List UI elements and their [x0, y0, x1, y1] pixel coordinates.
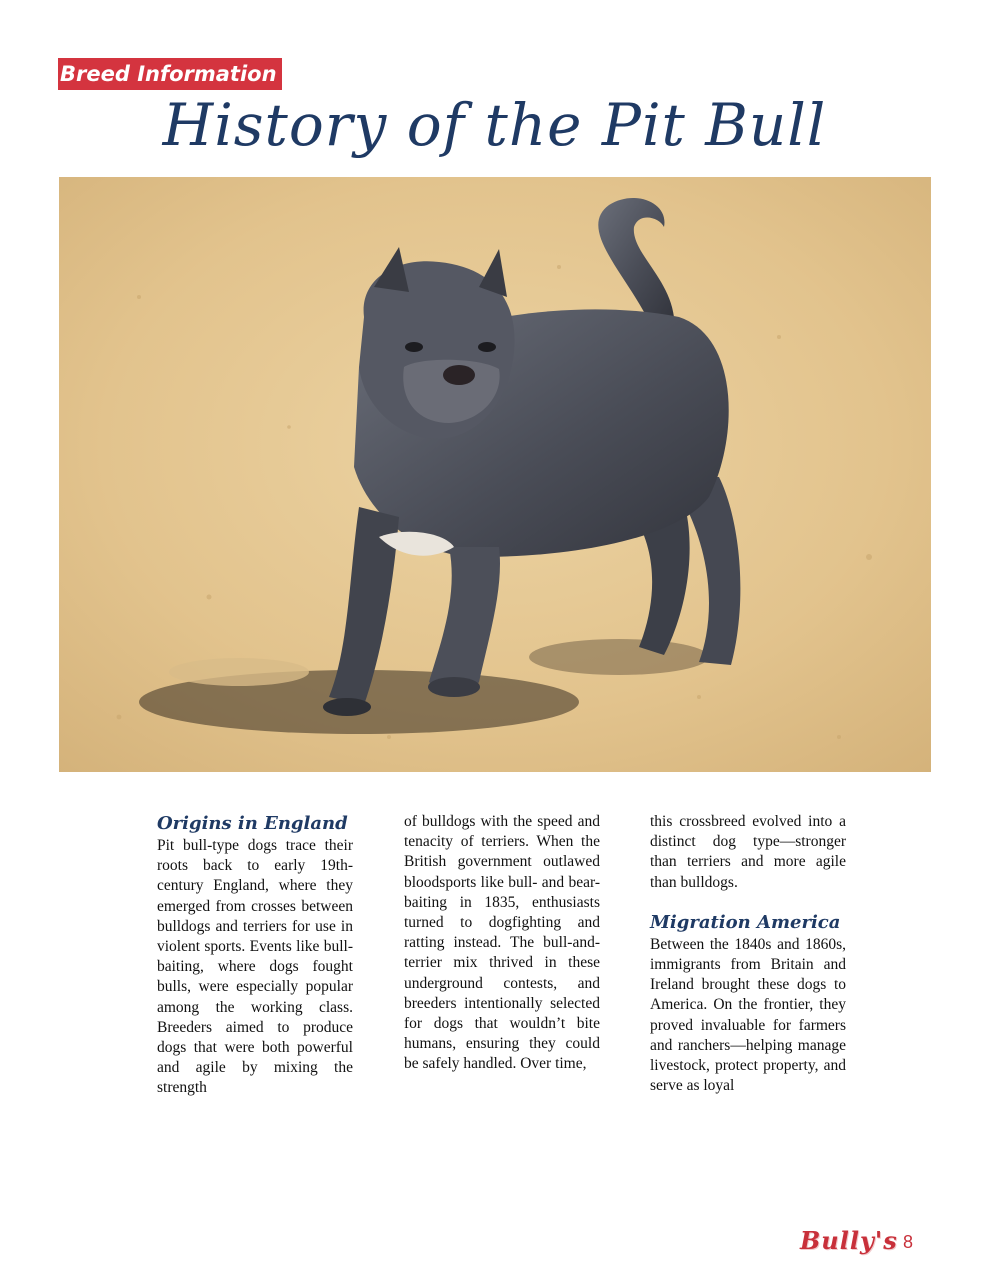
subhead-migration-america: Migration America — [650, 911, 841, 933]
dog-photo-illustration — [59, 177, 931, 772]
body-text-col3-bottom: Between the 1840s and 1860s, immigrants from Britain and Ireland brought these dogs to America. On the frontier, they proved invaluable for farmers and ranchers—helping manage livestock, protect property, and serve as loyal — [650, 935, 846, 1095]
column-1 — [157, 812, 353, 1099]
page-number: 8 — [903, 1232, 914, 1252]
column-2 — [404, 812, 600, 1075]
body-text-col3-top: this crossbreed evolved into a distinct dog type—stronger than terriers and more agile than bulldogs. — [650, 813, 846, 891]
body-text-col2: of bulldogs with the speed and tenacity of terriers. When the British government outlawed bloodsports like bull- and bear-baiting in 1835, enthusiasts turned to dogfighting and ratting instead. The bull-and-terrier mix thrived in these underground contests, and breeders intentionally selected for dogs that wouldn’t bite humans, ensuring they could be safely handled. Over time, — [404, 813, 600, 1073]
subhead-origins-in-england: Origins in England — [157, 813, 348, 834]
page-title: History of the Pit Bull — [162, 91, 827, 159]
section-tag: Breed Information — [58, 58, 282, 90]
body-text-col1: Pit bull-type dogs trace their roots back to early 19th-century England, where they emerged from crosses between bulldogs and terriers for use in violent sports. Events like bull-baiting, where dogs fought bulls, were especially popular among the working class. Breeders aimed to produce dogs that were both powerful and agile by mixing the strength — [157, 837, 353, 1097]
hero-image — [59, 177, 931, 772]
magazine-logo: Bully's — [800, 1226, 898, 1255]
column-3 — [650, 812, 846, 1096]
